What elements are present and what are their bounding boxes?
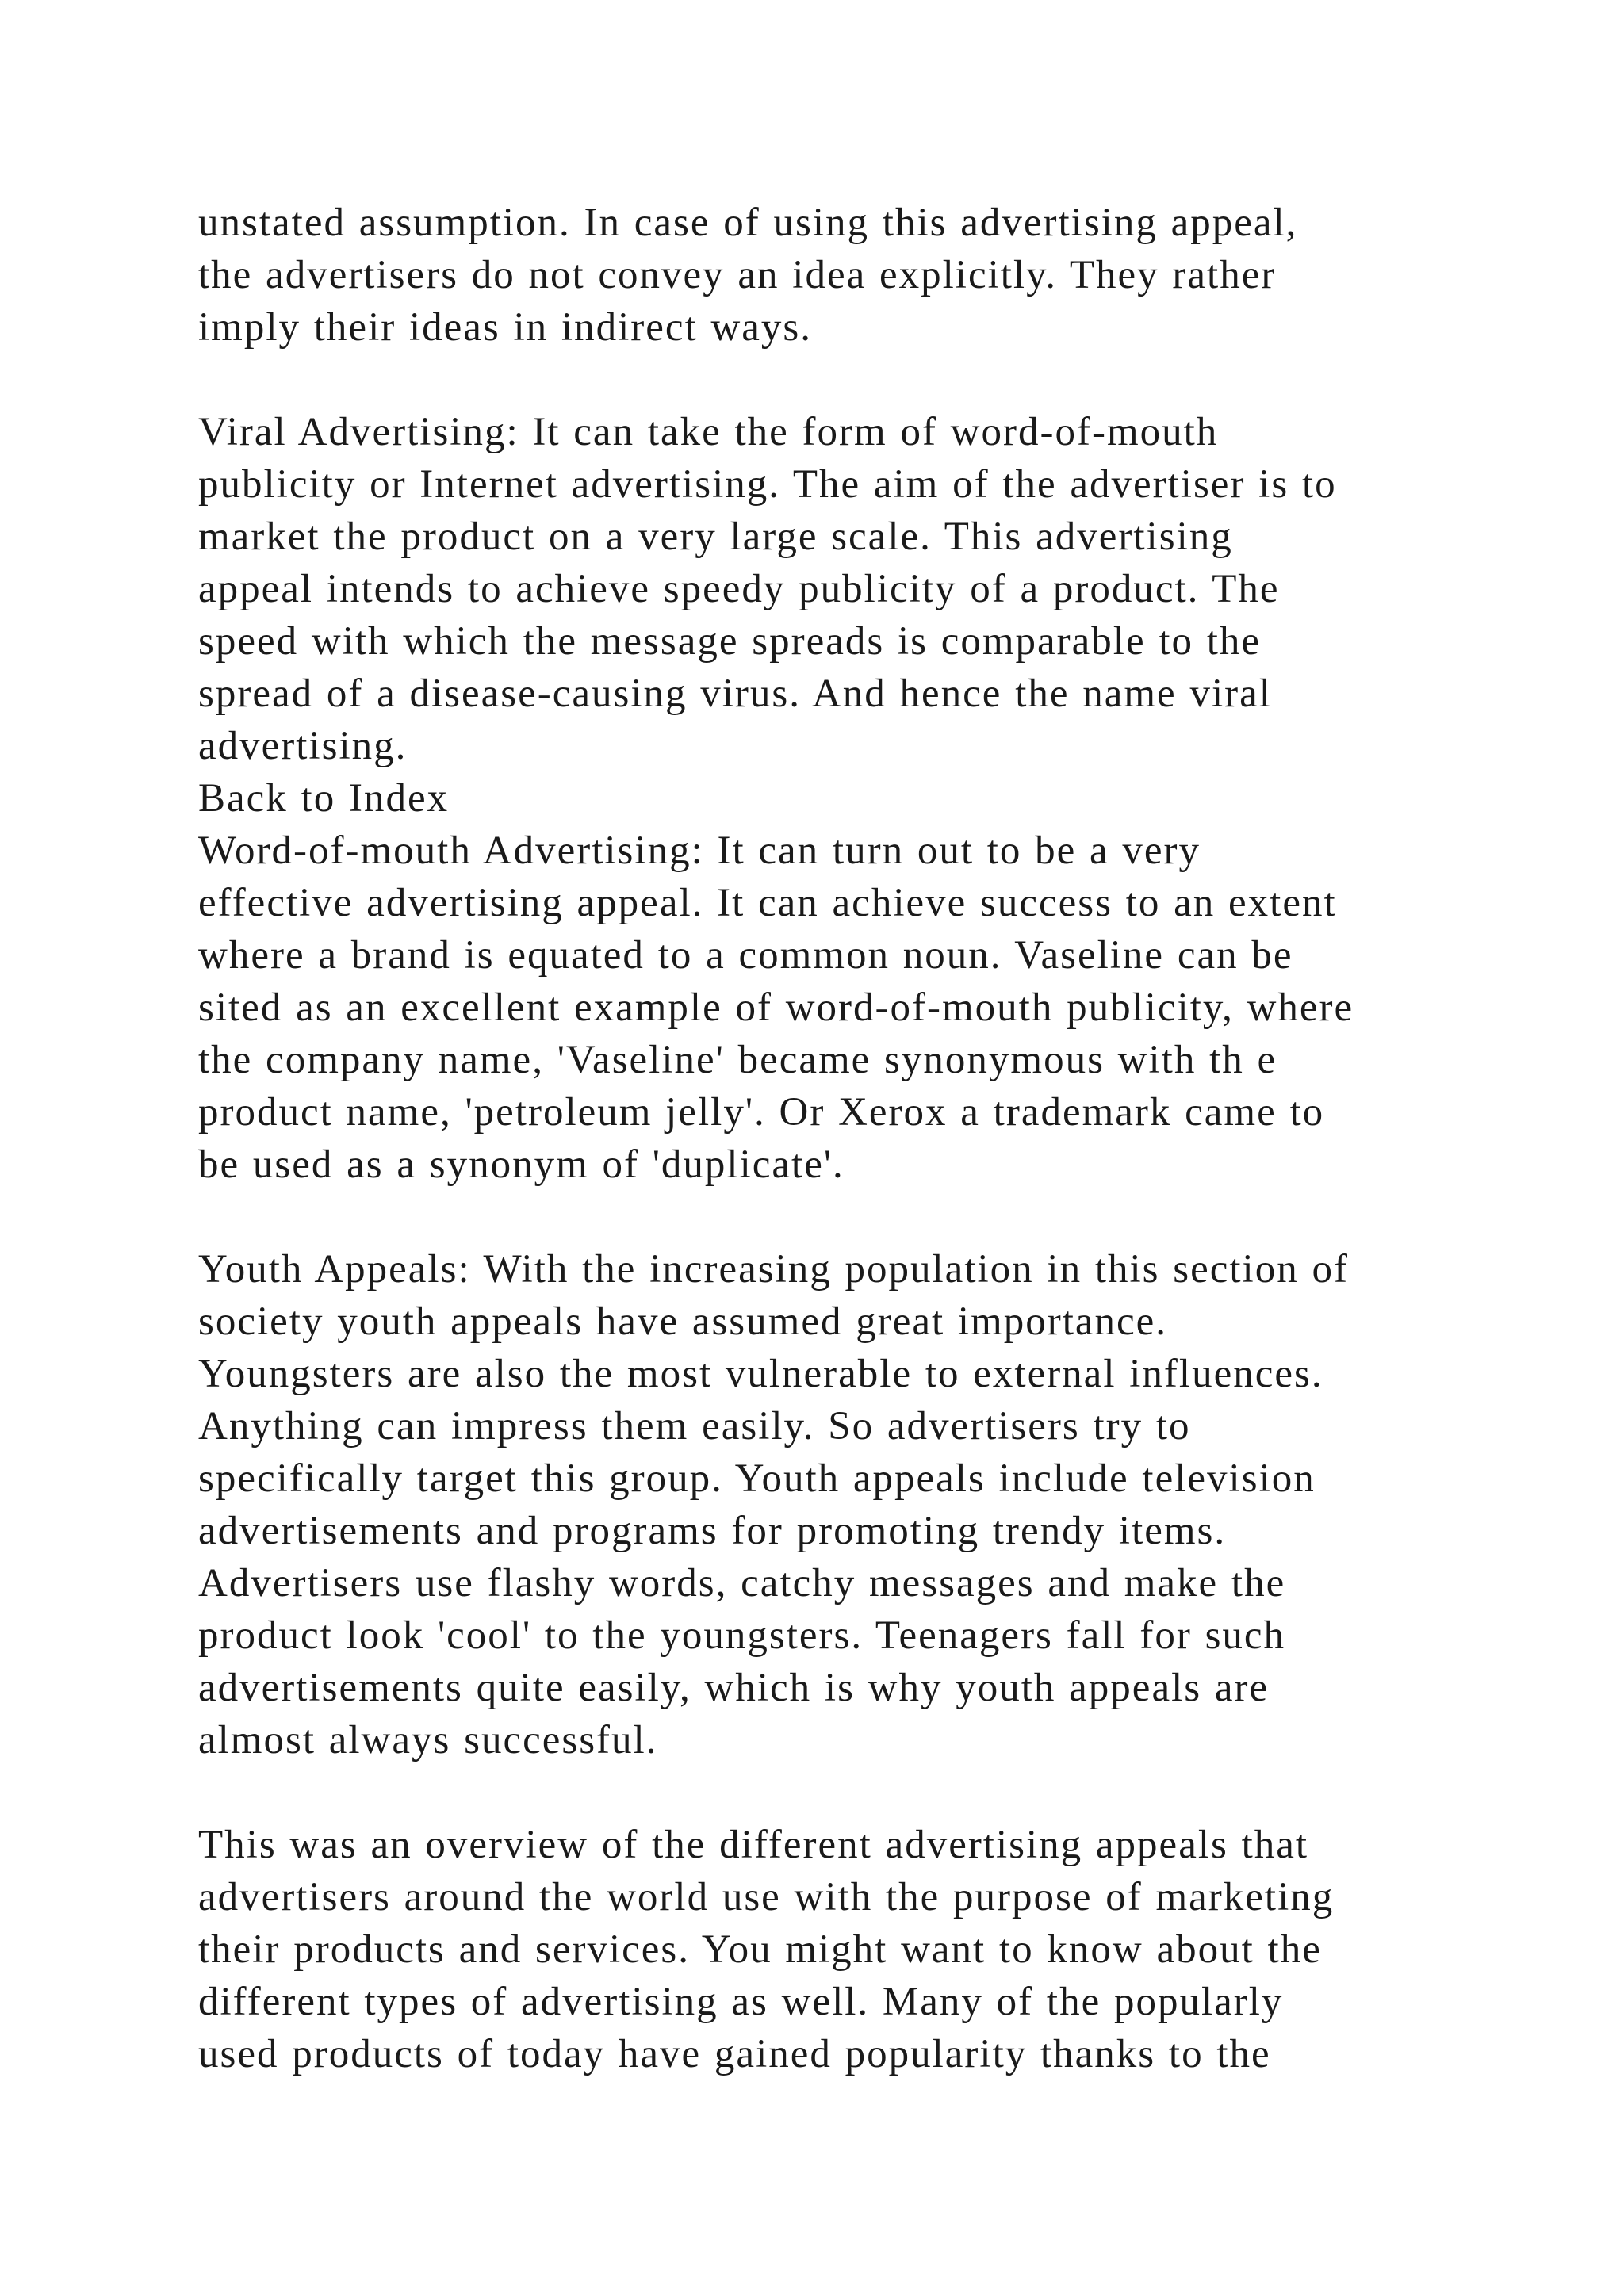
text-line: Word-of-mouth Advertising: It can turn out to be a very <box>198 828 1201 873</box>
text-line: different types of advertising as well. Many of the popularly <box>198 1980 1284 2024</box>
paragraph-gap <box>198 1191 1546 1243</box>
text-line: be used as a synonym of 'duplicate'. <box>198 1142 845 1187</box>
text-line: the advertisers do not convey an idea explicitly. They rather <box>198 253 1277 297</box>
document-body <box>198 197 1546 2080</box>
text-line: publicity or Internet advertising. The aim of the advertiser is to <box>198 462 1337 507</box>
text-line: the company name, 'Vaseline' became synonymous with th e <box>198 1038 1277 1082</box>
text-line: specifically target this group. Youth appeals include television <box>198 1456 1316 1501</box>
text-line: Anything can impress them easily. So advertisers try to <box>198 1404 1191 1448</box>
unstated-assumption-paragraph <box>198 197 1546 354</box>
text-line: This was an overview of the different advertising appeals that <box>198 1823 1309 1867</box>
text-line: society youth appeals have assumed great importance. <box>198 1299 1168 1344</box>
text-line: used products of today have gained popularity thanks to the <box>198 2032 1271 2076</box>
youth-appeals-paragraph <box>198 1243 1546 1766</box>
text-line: effective advertising appeal. It can achieve success to an extent <box>198 881 1337 925</box>
text-line: Youth Appeals: With the increasing population in this section of <box>198 1247 1349 1292</box>
text-line: imply their ideas in indirect ways. <box>198 305 813 350</box>
text-line: advertising. <box>198 724 408 768</box>
text-line: spread of a disease-causing virus. And hence the name viral <box>198 672 1272 716</box>
text-line: their products and services. You might want to know about the <box>198 1927 1322 1972</box>
text-line: advertisers around the world use with the purpose of marketing <box>198 1875 1335 1919</box>
paragraph-gap <box>198 1766 1546 1819</box>
overview-paragraph <box>198 1819 1546 2080</box>
text-line: speed with which the message spreads is comparable to the <box>198 619 1262 664</box>
back-to-index-link[interactable]: Back to Index <box>198 776 450 821</box>
text-line: sited as an excellent example of word-of-mouth publicity, where <box>198 985 1354 1030</box>
text-line: advertisements and programs for promoting trendy items. <box>198 1509 1227 1553</box>
viral-advertising-paragraph <box>198 406 1546 772</box>
text-line: unstated assumption. In case of using this advertising appeal, <box>198 201 1298 245</box>
text-line: advertisements quite easily, which is why youth appeals are <box>198 1666 1270 1710</box>
text-line: market the product on a very large scale. This advertising <box>198 515 1233 559</box>
paragraph-gap <box>198 354 1546 406</box>
text-line: almost always successful. <box>198 1718 658 1762</box>
text-line: Advertisers use flashy words, catchy messages and make the <box>198 1561 1286 1605</box>
text-line: appeal intends to achieve speedy publicity of a product. The <box>198 567 1280 611</box>
text-line: Youngsters are also the most vulnerable to external influences. <box>198 1352 1323 1396</box>
text-line: product look 'cool' to the youngsters. Teenagers fall for such <box>198 1613 1286 1658</box>
text-line: Viral Advertising: It can take the form of word-of-mouth <box>198 410 1219 454</box>
word-of-mouth-paragraph <box>198 825 1546 1191</box>
text-line: product name, 'petroleum jelly'. Or Xerox a trademark came to <box>198 1090 1325 1135</box>
text-line: where a brand is equated to a common noun. Vaseline can be <box>198 933 1293 978</box>
